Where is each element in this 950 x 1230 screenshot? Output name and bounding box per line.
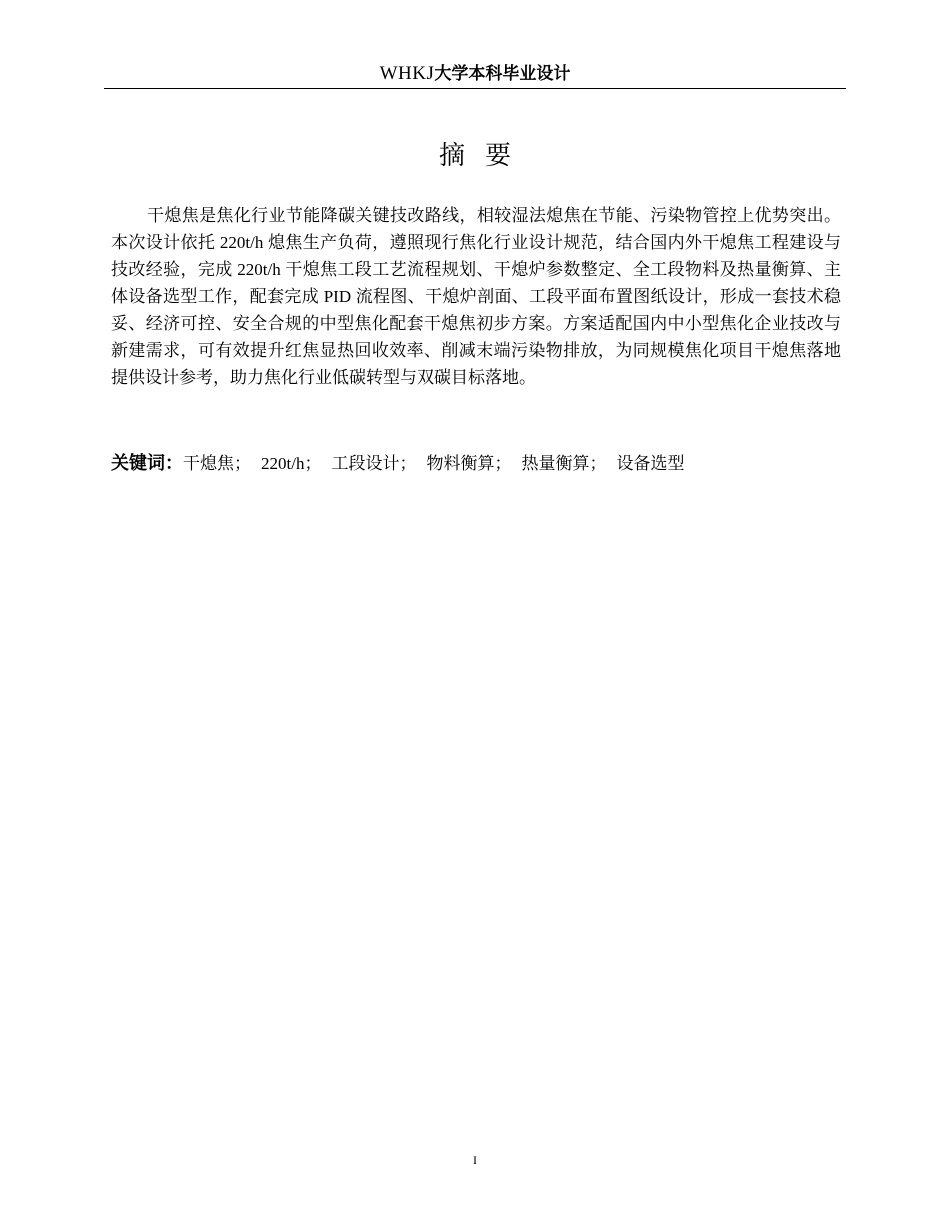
abstract-title: 摘要 [438,141,531,171]
header-title: 大学本科毕业设计 [434,64,571,84]
keyword-item: 干熄焦； [183,454,251,473]
header-prefix: WHKJ [379,63,435,84]
keywords-line [111,449,841,479]
keyword-item: 工段设计； [331,454,417,473]
keywords-label: 关键词： [111,453,183,474]
header-rule [104,88,846,89]
keyword-item: 220t/h； [261,454,322,473]
keyword-item: 物料衡算； [426,454,512,473]
keyword-item: 热量衡算； [521,454,607,473]
page-header [104,58,846,88]
abstract-body: 干熄焦是焦化行业节能降碳关键技改路线，相较湿法熄焦在节能、污染物管控上优势突出。本次设计依托 220t/h 熄焦生产负荷，遵照现行焦化行业设计规范，结合国内外干熄焦工程建设与技改经验，完成 220t/h 干熄焦工段工艺流程规划、干熄炉参数整定、全工段物料及热量衡算、主体设备选型工作，配套完成 PID 流程图、干熄炉剖面、工段平面布置图纸设计，形成一套技术稳妥、经济可控、安全合规的中型焦化配套干熄焦初步方案。方案适配国内中小型焦化企业技改与新建需求，可有效提升红焦显热回收效率、削减末端污染物排放，为同规模焦化项目干熄焦落地提供设计参考，助力焦化行业低碳转型与双碳目标落地。 [111,206,841,387]
keyword-item: 设备选型 [616,454,685,473]
page-number: I [473,1153,477,1167]
